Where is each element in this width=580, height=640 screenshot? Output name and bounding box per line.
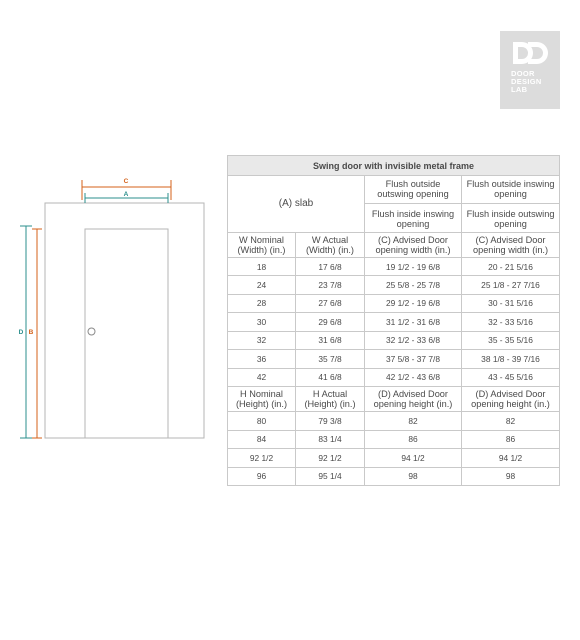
cell: 29 1/2 - 19 6/8 — [365, 294, 462, 313]
cell: 82 — [365, 412, 462, 431]
door-design-lab-logo — [500, 31, 560, 109]
cell: 30 — [228, 313, 296, 332]
h-actual-header: H Actual (Height) (in.) — [296, 387, 365, 412]
cell: 41 6/8 — [296, 368, 365, 387]
option-2-top: Flush outside inswing opening — [466, 179, 555, 199]
cell: 94 1/2 — [462, 449, 560, 468]
cell: 35 7/8 — [296, 350, 365, 369]
cell: 96 — [228, 467, 296, 486]
cell: 30 - 31 5/16 — [462, 294, 560, 313]
cell: 37 5/8 - 37 7/8 — [365, 350, 462, 369]
cell: 19 1/2 - 19 6/8 — [365, 258, 462, 276]
logo-line-design: DESIGN — [511, 77, 542, 86]
cell: 86 — [365, 430, 462, 449]
table-row — [228, 276, 560, 295]
dim-c-label: C — [123, 178, 129, 185]
w-actual-header: W Actual (Width) (in.) — [296, 233, 365, 258]
cell: 29 6/8 — [296, 313, 365, 332]
cell: 32 — [228, 331, 296, 350]
table-row — [228, 412, 560, 431]
cell: 18 — [228, 258, 296, 276]
cell: 38 1/8 - 39 7/16 — [462, 350, 560, 369]
logo-line-lab: LAB — [511, 85, 528, 94]
option-1-bottom: Flush inside inswing opening — [365, 203, 461, 229]
logo-text — [511, 70, 549, 94]
cell: 86 — [462, 430, 560, 449]
cell: 25 1/8 - 27 7/16 — [462, 276, 560, 295]
dim-a-label: A — [123, 191, 129, 198]
advised-height-header-1: (D) Advised Door opening height (in.) — [365, 387, 462, 412]
cell: 94 1/2 — [365, 449, 462, 468]
cell: 42 — [228, 368, 296, 387]
cell: 83 1/4 — [296, 430, 365, 449]
table-row — [228, 368, 560, 387]
cell: 95 1/4 — [296, 467, 365, 486]
door-size-table — [227, 155, 560, 486]
slab-label: (A) slab — [228, 176, 365, 233]
cell: 17 6/8 — [296, 258, 365, 276]
cell: 32 1/2 - 33 6/8 — [365, 331, 462, 350]
options-header-row — [228, 176, 560, 233]
option-1-top: Flush outside outswing opening — [377, 179, 449, 199]
option-2-bottom: Flush inside outswing opening — [462, 203, 559, 229]
dim-d-label: D — [18, 329, 24, 336]
height-header-row — [228, 387, 560, 412]
cell: 28 — [228, 294, 296, 313]
door-knob — [88, 328, 95, 335]
cell: 80 — [228, 412, 296, 431]
dd-monogram-icon — [511, 40, 549, 66]
option-2-header — [462, 176, 560, 233]
cell: 25 5/8 - 25 7/8 — [365, 276, 462, 295]
table-row — [228, 331, 560, 350]
option-1-header — [365, 176, 462, 233]
cell: 23 7/8 — [296, 276, 365, 295]
table-row — [228, 294, 560, 313]
table-row — [228, 467, 560, 486]
table-row — [228, 350, 560, 369]
table-row — [228, 258, 560, 276]
table-row — [228, 430, 560, 449]
w-nominal-header: W Nominal (Width) (in.) — [228, 233, 296, 258]
cell: 31 1/2 - 31 6/8 — [365, 313, 462, 332]
cell: 36 — [228, 350, 296, 369]
cell: 32 - 33 5/16 — [462, 313, 560, 332]
cell: 82 — [462, 412, 560, 431]
cell: 98 — [462, 467, 560, 486]
table-row — [228, 313, 560, 332]
advised-width-header-1: (C) Advised Door opening width (in.) — [365, 233, 462, 258]
cell: 24 — [228, 276, 296, 295]
cell: 84 — [228, 430, 296, 449]
cell: 42 1/2 - 43 6/8 — [365, 368, 462, 387]
cell: 92 1/2 — [228, 449, 296, 468]
dimension-b — [32, 229, 42, 438]
door-diagram — [0, 0, 220, 640]
cell: 27 6/8 — [296, 294, 365, 313]
table-title: Swing door with invisible metal frame — [228, 156, 560, 176]
dim-b-label: B — [28, 329, 34, 336]
advised-width-header-2: (C) Advised Door opening width (in.) — [462, 233, 560, 258]
cell: 20 - 21 5/16 — [462, 258, 560, 276]
width-header-row — [228, 233, 560, 258]
cell: 98 — [365, 467, 462, 486]
h-nominal-header: H Nominal (Height) (in.) — [228, 387, 296, 412]
cell: 43 - 45 5/16 — [462, 368, 560, 387]
cell: 92 1/2 — [296, 449, 365, 468]
table-row — [228, 449, 560, 468]
cell: 79 3/8 — [296, 412, 365, 431]
table-title-row — [228, 156, 560, 176]
cell: 35 - 35 5/16 — [462, 331, 560, 350]
advised-height-header-2: (D) Advised Door opening height (in.) — [462, 387, 560, 412]
cell: 31 6/8 — [296, 331, 365, 350]
logo-line-door: DOOR — [511, 69, 535, 78]
door-slab — [85, 229, 168, 438]
